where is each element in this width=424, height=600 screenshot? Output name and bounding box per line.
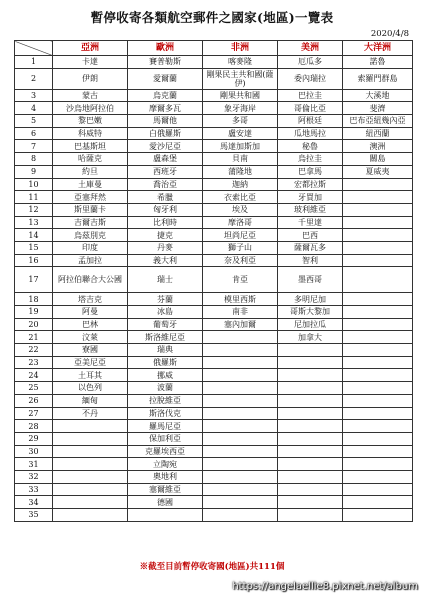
- oceania-cell: [343, 293, 413, 306]
- africa-cell: 肯亞: [203, 267, 278, 293]
- row-number: 2: [15, 68, 53, 89]
- europe-cell: 斯洛伐克: [128, 407, 203, 420]
- asia-cell: 科威特: [53, 127, 128, 140]
- row-number: 24: [15, 369, 53, 382]
- americas-cell: [278, 496, 343, 509]
- oceania-cell: [343, 445, 413, 458]
- asia-cell: [53, 470, 128, 483]
- americas-cell: 智利: [278, 254, 343, 267]
- americas-cell: 烏拉圭: [278, 153, 343, 166]
- row-number: 25: [15, 382, 53, 395]
- row-number: 3: [15, 89, 53, 102]
- row-number: 31: [15, 458, 53, 471]
- asia-cell: 亞塞拜然: [53, 191, 128, 204]
- table-row: [15, 293, 413, 306]
- americas-cell: [278, 356, 343, 369]
- oceania-cell: [343, 318, 413, 331]
- africa-cell: [203, 496, 278, 509]
- country-table: [14, 40, 413, 522]
- africa-cell: 摩洛哥: [203, 216, 278, 229]
- oceania-cell: [343, 191, 413, 204]
- europe-cell: 愛沙尼亞: [128, 140, 203, 153]
- americas-cell: [278, 344, 343, 357]
- table-row: [15, 216, 413, 229]
- africa-cell: 奈及利亞: [203, 254, 278, 267]
- oceania-cell: 澳洲: [343, 140, 413, 153]
- asia-cell: 卡達: [53, 56, 128, 69]
- header-oceania: 大洋洲: [343, 41, 413, 56]
- asia-cell: 蒙古: [53, 89, 128, 102]
- americas-cell: [278, 445, 343, 458]
- table-row: [15, 356, 413, 369]
- americas-cell: [278, 407, 343, 420]
- africa-cell: 多哥: [203, 115, 278, 128]
- europe-cell: 馬爾他: [128, 115, 203, 128]
- row-number: 18: [15, 293, 53, 306]
- oceania-cell: [343, 509, 413, 522]
- africa-cell: [203, 344, 278, 357]
- asia-cell: 孟加拉: [53, 254, 128, 267]
- table-row: [15, 420, 413, 433]
- oceania-cell: [343, 394, 413, 407]
- europe-cell: 丹麥: [128, 241, 203, 254]
- row-number: 15: [15, 241, 53, 254]
- table-row: [15, 369, 413, 382]
- americas-cell: 巴西: [278, 229, 343, 242]
- americas-cell: [278, 458, 343, 471]
- oceania-cell: [343, 241, 413, 254]
- oceania-cell: 斐濟: [343, 102, 413, 115]
- row-number: 9: [15, 165, 53, 178]
- americas-cell: 玻利維亞: [278, 203, 343, 216]
- americas-cell: [278, 432, 343, 445]
- africa-cell: 剛果民主共和國(薩伊): [203, 68, 278, 89]
- europe-cell: 挪威: [128, 369, 203, 382]
- table-row: [15, 331, 413, 344]
- americas-cell: 委內瑞拉: [278, 68, 343, 89]
- asia-cell: 吉爾吉斯: [53, 216, 128, 229]
- header-europe: 歐洲: [128, 41, 203, 56]
- oceania-cell: 關島: [343, 153, 413, 166]
- oceania-cell: [343, 382, 413, 395]
- table-row: [15, 241, 413, 254]
- africa-cell: [203, 369, 278, 382]
- africa-cell: 蒲隆地: [203, 165, 278, 178]
- table-row: [15, 267, 413, 293]
- asia-cell: 烏茲別克: [53, 229, 128, 242]
- oceania-cell: [343, 496, 413, 509]
- africa-cell: 坦尚尼亞: [203, 229, 278, 242]
- americas-cell: 墨西哥: [278, 267, 343, 293]
- page-title: 暫停收寄各類航空郵件之國家(地區)一覽表: [90, 10, 334, 25]
- asia-cell: 沙烏地阿拉伯: [53, 102, 128, 115]
- table-row: [15, 509, 413, 522]
- oceania-cell: [343, 306, 413, 319]
- oceania-cell: 索羅門群島: [343, 68, 413, 89]
- oceania-cell: [343, 432, 413, 445]
- oceania-cell: [343, 254, 413, 267]
- oceania-cell: 巴布亞紐幾內亞: [343, 115, 413, 128]
- row-number: 34: [15, 496, 53, 509]
- oceania-cell: [343, 178, 413, 191]
- table-row: [15, 407, 413, 420]
- row-number: 11: [15, 191, 53, 204]
- oceania-cell: [343, 420, 413, 433]
- europe-cell: 捷克: [128, 229, 203, 242]
- asia-cell: 寮國: [53, 344, 128, 357]
- table-row: [15, 306, 413, 319]
- row-number: 10: [15, 178, 53, 191]
- oceania-cell: [343, 331, 413, 344]
- africa-cell: 衣索比亞: [203, 191, 278, 204]
- americas-cell: 千里達: [278, 216, 343, 229]
- europe-cell: 克羅埃西亞: [128, 445, 203, 458]
- asia-cell: 以色列: [53, 382, 128, 395]
- asia-cell: 阿拉伯聯合大公國: [53, 267, 128, 293]
- row-number: 4: [15, 102, 53, 115]
- africa-cell: [203, 382, 278, 395]
- africa-cell: [203, 331, 278, 344]
- africa-cell: 獅子山: [203, 241, 278, 254]
- row-number: 28: [15, 420, 53, 433]
- row-number: 5: [15, 115, 53, 128]
- asia-cell: [53, 496, 128, 509]
- americas-cell: 阿根廷: [278, 115, 343, 128]
- americas-cell: 厄瓜多: [278, 56, 343, 69]
- americas-cell: [278, 394, 343, 407]
- oceania-cell: [343, 369, 413, 382]
- europe-cell: 葡萄牙: [128, 318, 203, 331]
- africa-cell: 貝南: [203, 153, 278, 166]
- table-row: [15, 102, 413, 115]
- europe-cell: [128, 509, 203, 522]
- asia-cell: 黎巴嫩: [53, 115, 128, 128]
- table-row: [15, 191, 413, 204]
- americas-cell: [278, 382, 343, 395]
- row-number: 23: [15, 356, 53, 369]
- americas-cell: 尼加拉瓜: [278, 318, 343, 331]
- corner-cell: [15, 41, 53, 56]
- oceania-cell: [343, 216, 413, 229]
- table-row: [15, 470, 413, 483]
- europe-cell: 義大利: [128, 254, 203, 267]
- africa-cell: [203, 356, 278, 369]
- table-row: [15, 165, 413, 178]
- row-number: 12: [15, 203, 53, 216]
- row-number: 16: [15, 254, 53, 267]
- row-number: 17: [15, 267, 53, 293]
- oceania-cell: [343, 470, 413, 483]
- table-row: [15, 394, 413, 407]
- header-americas: 美洲: [278, 41, 343, 56]
- africa-cell: [203, 394, 278, 407]
- africa-cell: 喀麥隆: [203, 56, 278, 69]
- table-row: [15, 115, 413, 128]
- europe-cell: 奧地利: [128, 470, 203, 483]
- row-number: 8: [15, 153, 53, 166]
- asia-cell: [53, 445, 128, 458]
- africa-cell: 馬達加斯加: [203, 140, 278, 153]
- header-row: [15, 41, 413, 56]
- table-row: [15, 445, 413, 458]
- oceania-cell: 紐西蘭: [343, 127, 413, 140]
- oceania-cell: [343, 229, 413, 242]
- table-row: [15, 483, 413, 496]
- americas-cell: [278, 470, 343, 483]
- africa-cell: 迦納: [203, 178, 278, 191]
- europe-cell: 匈牙利: [128, 203, 203, 216]
- table-row: [15, 203, 413, 216]
- europe-cell: 烏克蘭: [128, 89, 203, 102]
- europe-cell: 保加利亞: [128, 432, 203, 445]
- footer-note: ※截至目前暫停收寄國(地區)共111個: [139, 562, 285, 572]
- americas-cell: 哥斯大黎加: [278, 306, 343, 319]
- table-row: [15, 89, 413, 102]
- europe-cell: 羅馬尼亞: [128, 420, 203, 433]
- americas-cell: 宏都拉斯: [278, 178, 343, 191]
- asia-cell: [53, 509, 128, 522]
- asia-cell: 巴林: [53, 318, 128, 331]
- table-row: [15, 458, 413, 471]
- oceania-cell: 大溪地: [343, 89, 413, 102]
- oceania-cell: [343, 483, 413, 496]
- table-row: [15, 153, 413, 166]
- africa-cell: 模里西斯: [203, 293, 278, 306]
- americas-cell: 巴拿馬: [278, 165, 343, 178]
- asia-cell: 緬甸: [53, 394, 128, 407]
- europe-cell: 希臘: [128, 191, 203, 204]
- asia-cell: 土庫曼: [53, 178, 128, 191]
- europe-cell: 斯洛維尼亞: [128, 331, 203, 344]
- row-number: 20: [15, 318, 53, 331]
- row-number: 14: [15, 229, 53, 242]
- row-number: 32: [15, 470, 53, 483]
- americas-cell: 哥倫比亞: [278, 102, 343, 115]
- europe-cell: 德國: [128, 496, 203, 509]
- asia-cell: [53, 432, 128, 445]
- europe-cell: 盧森堡: [128, 153, 203, 166]
- europe-cell: 瑞典: [128, 344, 203, 357]
- table-row: [15, 344, 413, 357]
- africa-cell: [203, 407, 278, 420]
- oceania-cell: [343, 203, 413, 216]
- asia-cell: [53, 420, 128, 433]
- americas-cell: 加拿大: [278, 331, 343, 344]
- africa-cell: 南非: [203, 306, 278, 319]
- africa-cell: [203, 445, 278, 458]
- asia-cell: 土耳其: [53, 369, 128, 382]
- row-number: 26: [15, 394, 53, 407]
- americas-cell: 瓜地馬拉: [278, 127, 343, 140]
- europe-cell: 俄羅斯: [128, 356, 203, 369]
- americas-cell: [278, 369, 343, 382]
- asia-cell: 亞美尼亞: [53, 356, 128, 369]
- row-number: 22: [15, 344, 53, 357]
- table-row: [15, 496, 413, 509]
- europe-cell: 冰島: [128, 306, 203, 319]
- americas-cell: 多明尼加: [278, 293, 343, 306]
- table-row: [15, 254, 413, 267]
- header-africa: 非洲: [203, 41, 278, 56]
- row-number: 6: [15, 127, 53, 140]
- americas-cell: 巴拉圭: [278, 89, 343, 102]
- americas-cell: [278, 420, 343, 433]
- asia-cell: [53, 483, 128, 496]
- asia-cell: 約旦: [53, 165, 128, 178]
- europe-cell: 瑞士: [128, 267, 203, 293]
- row-number: 13: [15, 216, 53, 229]
- europe-cell: 喬治亞: [128, 178, 203, 191]
- africa-cell: [203, 509, 278, 522]
- americas-cell: [278, 509, 343, 522]
- oceania-cell: [343, 356, 413, 369]
- americas-cell: [278, 483, 343, 496]
- row-number: 19: [15, 306, 53, 319]
- oceania-cell: [343, 458, 413, 471]
- africa-cell: [203, 470, 278, 483]
- americas-cell: 牙買加: [278, 191, 343, 204]
- europe-cell: 芬蘭: [128, 293, 203, 306]
- europe-cell: 摩爾多瓦: [128, 102, 203, 115]
- oceania-cell: [343, 344, 413, 357]
- africa-cell: [203, 483, 278, 496]
- row-number: 27: [15, 407, 53, 420]
- table-row: [15, 432, 413, 445]
- oceania-cell: 夏威夷: [343, 165, 413, 178]
- asia-cell: 印度: [53, 241, 128, 254]
- table-row: [15, 68, 413, 89]
- asia-cell: 巴基斯坦: [53, 140, 128, 153]
- africa-cell: 象牙海岸: [203, 102, 278, 115]
- table-row: [15, 229, 413, 242]
- europe-cell: 愛爾蘭: [128, 68, 203, 89]
- header-asia: 亞洲: [53, 41, 128, 56]
- asia-cell: 哈薩克: [53, 153, 128, 166]
- europe-cell: 拉脫維亞: [128, 394, 203, 407]
- africa-cell: [203, 432, 278, 445]
- row-number: 35: [15, 509, 53, 522]
- table-row: [15, 382, 413, 395]
- table-body: [15, 56, 413, 522]
- table-row: [15, 127, 413, 140]
- europe-cell: 西班牙: [128, 165, 203, 178]
- table-row: [15, 140, 413, 153]
- row-number: 21: [15, 331, 53, 344]
- table-row: [15, 178, 413, 191]
- africa-cell: 埃及: [203, 203, 278, 216]
- oceania-cell: [343, 267, 413, 293]
- africa-cell: [203, 458, 278, 471]
- watermark-url: https://angelaellie8.pixnet.net/album: [232, 581, 418, 592]
- document-date: 2020/4/8: [370, 29, 409, 39]
- americas-cell: 秘魯: [278, 140, 343, 153]
- asia-cell: 伊朗: [53, 68, 128, 89]
- africa-cell: [203, 420, 278, 433]
- europe-cell: 塞爾維亞: [128, 483, 203, 496]
- africa-cell: 剛果共和國: [203, 89, 278, 102]
- europe-cell: 立陶宛: [128, 458, 203, 471]
- africa-cell: 塞內加爾: [203, 318, 278, 331]
- row-number: 7: [15, 140, 53, 153]
- asia-cell: [53, 458, 128, 471]
- row-number: 1: [15, 56, 53, 69]
- row-number: 30: [15, 445, 53, 458]
- asia-cell: 不丹: [53, 407, 128, 420]
- asia-cell: 塔吉克: [53, 293, 128, 306]
- europe-cell: 白俄羅斯: [128, 127, 203, 140]
- oceania-cell: 諾魯: [343, 56, 413, 69]
- table-row: [15, 56, 413, 69]
- row-number: 33: [15, 483, 53, 496]
- europe-cell: 賽普勒斯: [128, 56, 203, 69]
- table-row: [15, 318, 413, 331]
- oceania-cell: [343, 407, 413, 420]
- europe-cell: 波蘭: [128, 382, 203, 395]
- row-number: 29: [15, 432, 53, 445]
- asia-cell: 阿曼: [53, 306, 128, 319]
- africa-cell: 盧安達: [203, 127, 278, 140]
- asia-cell: 斯里蘭卡: [53, 203, 128, 216]
- europe-cell: 比利時: [128, 216, 203, 229]
- asia-cell: 汶萊: [53, 331, 128, 344]
- americas-cell: 薩爾瓦多: [278, 241, 343, 254]
